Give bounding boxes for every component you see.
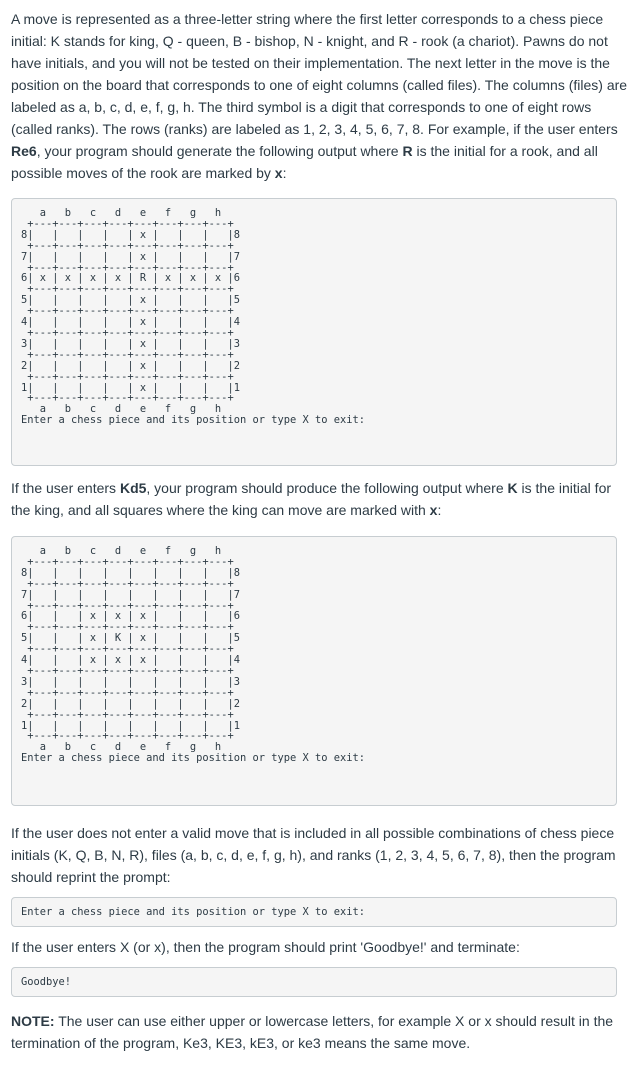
king-move-example: Kd5 <box>119 480 147 496</box>
code-line: +---+---+---+---+---+---+---+---+ <box>27 555 234 568</box>
move-marker: x <box>429 502 438 518</box>
note-label: NOTE: <box>11 1013 55 1029</box>
king-output-code-block <box>11 536 617 806</box>
code-line: 7| | | | | x | | | |7 <box>21 250 240 263</box>
code-line: +---+---+---+---+---+---+---+---+ <box>27 217 234 230</box>
rook-output-code-block <box>11 198 617 466</box>
code-line: Enter a chess piece and its position or type X to exit: <box>21 752 366 765</box>
code-line: 4| | | x | x | x | | | |4 <box>21 654 240 667</box>
intro-text: A move is represented as a three-letter string where the first letter corresponds to a chess piece initial: K stands for king, Q - queen, B - bishop, N - knight, and R - rook (a chariot). Pawns do not have initials, and you will not be tested on their implementation. The next letter in the move is the position on the board that corresponds to one of eight columns (called files). The columns (files) are labeled as a, b, c, d, e, f, g, h. The third symbol is a digit that corresponds to one of eight rows (called ranks). The rows (ranks) are labeled as 1, 2, 3, 4, 5, 6, 7, 8. For example, if the user enters <box>11 11 628 137</box>
code-line: 6| x | x | x | x | R | x | x | x |6 <box>21 272 240 285</box>
rook-initial: R <box>402 143 413 159</box>
code-line: 2| | | | | | | | |2 <box>21 697 240 710</box>
intro-paragraph <box>11 8 632 184</box>
code-line: +---+---+---+---+---+---+---+---+ <box>27 370 234 383</box>
code-line: a b c d e f g h <box>39 403 222 416</box>
code-line: 6| | | x | x | x | | | |6 <box>21 610 240 623</box>
code-line: +---+---+---+---+---+---+---+---+ <box>27 577 234 590</box>
exit-paragraph: If the user enters X (or x), then the program should print 'Goodbye!' and terminate: <box>11 939 520 955</box>
intro-text: , your program should generate the following output where <box>36 143 403 159</box>
code-line: +---+---+---+---+---+---+---+---+ <box>27 621 234 634</box>
code-line: 5| | | x | K | x | | | |5 <box>21 632 240 645</box>
code-line: 1| | | | | | | | |1 <box>21 719 240 732</box>
king-text: , your program should produce the following output where <box>146 480 508 496</box>
code-line: +---+---+---+---+---+---+---+---+ <box>27 305 234 318</box>
king-text: : <box>437 502 442 518</box>
intro-text: is the initial for a rook, and all possible moves of the rook are marked by <box>11 143 598 181</box>
code-line: +---+---+---+---+---+---+---+---+ <box>27 239 234 252</box>
code-line: +---+---+---+---+---+---+---+---+ <box>27 283 234 296</box>
code-line: 8| | | | | | | | |8 <box>21 566 240 579</box>
goodbye-code-block: Goodbye! <box>11 967 617 997</box>
code-line: +---+---+---+---+---+---+---+---+ <box>27 664 234 677</box>
code-line: a b c d e f g h <box>39 207 222 219</box>
code-line: +---+---+---+---+---+---+---+---+ <box>27 686 234 699</box>
reprompt-code-block: Enter a chess piece and its position or type X to exit: <box>11 897 617 927</box>
code-line: 5| | | | | x | | | |5 <box>21 294 240 307</box>
note-paragraph <box>11 1010 632 1054</box>
code-line: 2| | | | | x | | | |2 <box>21 359 240 372</box>
code-line: a b c d e f g h <box>39 741 222 754</box>
code-line: 8| | | | | x | | | |8 <box>21 228 240 241</box>
move-marker: x <box>274 165 283 181</box>
code-line: +---+---+---+---+---+---+---+---+ <box>27 643 234 656</box>
code-line: +---+---+---+---+---+---+---+---+ <box>27 730 234 743</box>
invalid-move-paragraph: If the user does not enter a valid move that is included in all possible combinations of chess piece initials (K, Q, B, N, R), files (a, b, c, d, e, f, g, h), and ranks (1, 2, 3, 4, 5, 6, 7, 8), then the program should reprint the prompt: <box>11 825 616 885</box>
code-line: 3| | | | | | | | |3 <box>21 675 240 688</box>
king-text: If the user enters <box>11 480 120 496</box>
code-line: Enter a chess piece and its position or type X to exit: <box>21 414 366 427</box>
king-text: is the initial for the king, and all squares where the king can move are marked with <box>11 480 612 518</box>
note-text: The user can use either upper or lowercase letters, for example X or x should result in the termination of the program, Ke3, KE3, kE3, or ke3 means the same move. <box>11 1013 614 1051</box>
code-line: +---+---+---+---+---+---+---+---+ <box>27 261 234 274</box>
code-line: 4| | | | | x | | | |4 <box>21 316 240 329</box>
code-line: +---+---+---+---+---+---+---+---+ <box>27 392 234 405</box>
code-line: a b c d e f g h <box>39 545 222 557</box>
code-line: 3| | | | | x | | | |3 <box>21 337 240 350</box>
code-line: 1| | | | | x | | | |1 <box>21 381 240 394</box>
king-initial: K <box>507 480 518 496</box>
code-line: 7| | | | | | | | |7 <box>21 588 240 601</box>
intro-text: : <box>282 165 287 181</box>
code-line: +---+---+---+---+---+---+---+---+ <box>27 326 234 339</box>
code-line: +---+---+---+---+---+---+---+---+ <box>27 348 234 361</box>
king-paragraph <box>11 477 632 521</box>
code-line: +---+---+---+---+---+---+---+---+ <box>27 708 234 721</box>
rook-move-example: Re6 <box>11 143 37 159</box>
code-line: +---+---+---+---+---+---+---+---+ <box>27 599 234 612</box>
